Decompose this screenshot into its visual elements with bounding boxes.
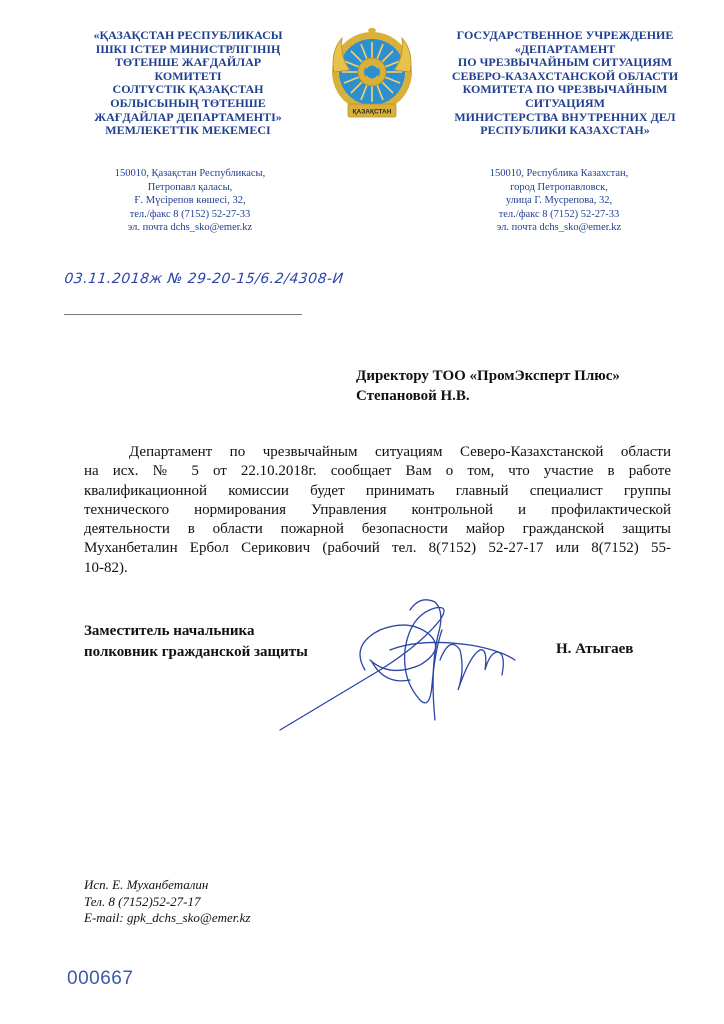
- signer-name: Н. Атыгаев: [556, 641, 634, 657]
- executor-line: Тел. 8 (7152)52-27-17: [84, 893, 201, 909]
- address-left-line: тел./факс 8 (7152) 52-27-33: [129, 208, 251, 220]
- signer-title-line: полковник гражданской защиты: [84, 644, 308, 660]
- address-left: [100, 167, 280, 235]
- header-left-line: МЕМЛЕКЕТТІК МЕКЕМЕСІ: [105, 123, 271, 138]
- state-emblem-icon: [328, 28, 416, 124]
- body-line: деятельности в области пожарной безопасности майор гражданской защиты: [84, 521, 671, 538]
- executor-line: E-mail: gpk_dchs_sko@emer.kz: [84, 910, 251, 925]
- address-right-line: 150010, Республика Казахстан,: [489, 168, 629, 179]
- header-right-line: ГОСУДАРСТВЕННОЕ УЧРЕЖДЕНИЕ: [456, 28, 674, 42]
- handwritten-signature-icon: [270, 590, 540, 740]
- header-left-line: ТӨТЕНШЕ ЖАҒДАЙЛАР: [114, 55, 262, 70]
- address-right: [474, 167, 644, 235]
- body-line: Муханбеталин Ербол Серикович (рабочий тел. 8(7152) 52-27-17 или 8(7152) 55-: [84, 540, 671, 557]
- address-left-line: Петропавл қаласы,: [147, 181, 233, 193]
- header-left-line: КОМИТЕТІ: [154, 68, 222, 83]
- header-right-line: ПО ЧРЕЗВЫЧАЙНЫМ СИТУАЦИЯМ: [457, 55, 673, 70]
- addressee-line: Директору ТОО «ПромЭксперт Плюс»: [356, 368, 620, 384]
- header-right-line: СИТУАЦИЯМ: [525, 95, 605, 110]
- header-right-line: РЕСПУБЛИКИ КАЗАХСТАН»: [480, 123, 650, 138]
- header-left-line: СОЛТҮСТІК ҚАЗАҚСТАН: [112, 82, 264, 97]
- body-line: на исх. № 5 от 22.10.2018г. сообщает Вам о том, что участие в работе: [84, 463, 671, 480]
- address-left-line: 150010, Қазақстан Республикасы,: [114, 168, 266, 179]
- address-left-line: эл. почта dchs_sko@emer.kz: [127, 222, 253, 233]
- header-left-line: ОБЛЫСЫНЫҢ ТӨТЕНШЕ: [110, 95, 266, 110]
- header-left-line: ІШКІ ІСТЕР МИНИСТРЛІГІНІҢ: [95, 41, 281, 56]
- header-right: [434, 29, 696, 138]
- emblem-label: ҚАЗАҚСТАН: [352, 108, 392, 116]
- header-right-line: «ДЕПАРТАМЕНТ: [514, 41, 616, 56]
- signer-title-line: Заместитель начальника: [84, 623, 255, 639]
- header-right-line: КОМИТЕТА ПО ЧРЕЗВЫЧАЙНЫМ: [462, 82, 668, 97]
- address-right-line: эл. почта dchs_sko@emer.kz: [496, 222, 622, 233]
- body-line: технического нормирования Управления контрольной и профилактической: [84, 501, 671, 518]
- header-right-line: СЕВЕРО-КАЗАХСТАНСКОЙ ОБЛАСТИ: [451, 68, 679, 83]
- addressee: [356, 366, 620, 406]
- body-line: квалификационной комиссии будет принимать главный специалист группы: [84, 482, 671, 499]
- letter-body: [84, 443, 671, 578]
- address-left-line: Ғ. Мүсірепов көшесі, 32,: [134, 195, 246, 206]
- header-left-line: «ҚАЗАҚСТАН РЕСПУБЛИКАСЫ: [93, 28, 283, 42]
- address-right-line: тел./факс 8 (7152) 52-27-33: [498, 208, 620, 220]
- body-line: 10-82).: [84, 559, 128, 576]
- header-right-line: МИНИСТЕРСТВА ВНУТРЕННИХ ДЕЛ: [454, 109, 676, 124]
- body-line: Департамент по чрезвычайным ситуациям Северо-Казахстанской области: [129, 444, 671, 460]
- address-right-line: город Петропавловск,: [510, 181, 608, 193]
- document-serial-number: 000667: [67, 968, 134, 989]
- addressee-line: Степановой Н.В.: [356, 388, 470, 404]
- registration-underline: [64, 314, 302, 315]
- registration-number: 03.11.2018ж № 29-20-15/6.2/4308-И: [63, 271, 345, 287]
- executor-line: Исп. Е. Муханбеталин: [84, 877, 209, 892]
- header-left-line: ЖАҒДАЙЛАР ДЕПАРТАМЕНТІ»: [94, 109, 282, 124]
- header-left: [62, 29, 314, 138]
- executor-info: [84, 877, 250, 927]
- address-right-line: улица Г. Мусрепова, 32,: [505, 195, 613, 206]
